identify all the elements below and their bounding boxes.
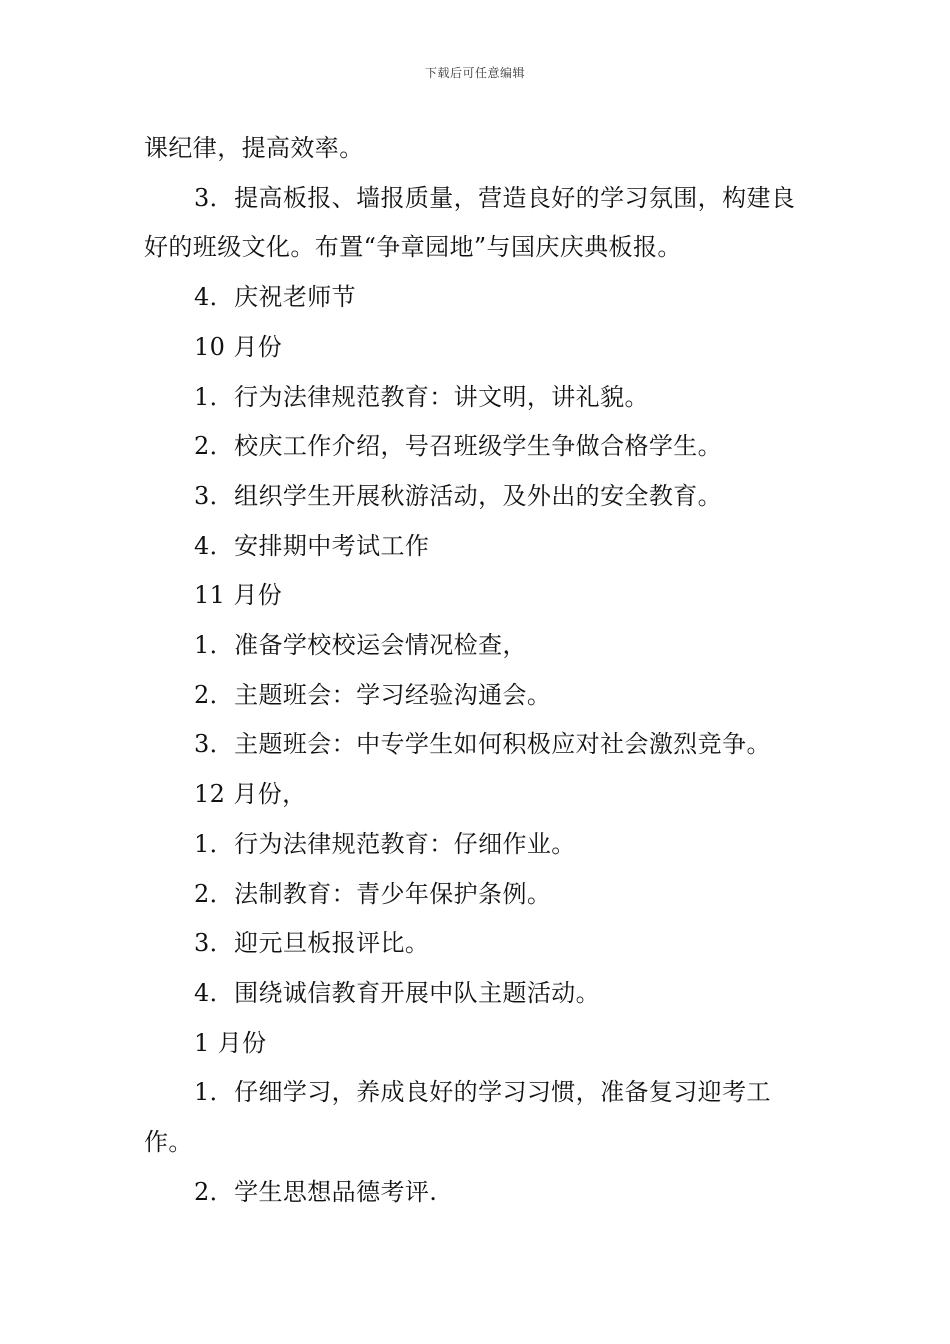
paragraph: 2．校庆工作介绍，号召班级学生争做合格学生。: [194, 432, 723, 461]
paragraph: 3．组织学生开展秋游活动，及外出的安全教育。: [194, 481, 723, 510]
paragraph: 3．主题班会：中专学生如何积极应对社会激烈竞争。: [194, 730, 771, 759]
paragraph: 1．行为法律规范教育：仔细作业。: [194, 829, 576, 858]
paragraph: 1．准备学校校运会情况检查，: [194, 631, 527, 660]
page-header: 下载后可任意编辑: [424, 66, 525, 80]
paragraph: 3．迎元旦板报评比。: [194, 929, 430, 958]
paragraph: 4．安排期中考试工作: [194, 531, 430, 560]
paragraph: 2．主题班会：学习经验沟通会。: [194, 680, 552, 709]
month-heading: 12 月份，: [194, 780, 307, 809]
paragraph: 课纪律，提高效率。: [144, 134, 364, 162]
paragraph: 3．提高板报、墙报质量，营造良好的学习氛围，构建良好的班级文化。布置“争章园地”与国庆庆典板报。: [144, 183, 796, 262]
document-body: [144, 124, 810, 1217]
paragraph: 1．行为法律规范教育：讲文明，讲礼貌。: [194, 382, 649, 411]
paragraph: 2．法制教育：青少年保护条例。: [194, 879, 552, 908]
month-heading: 10 月份: [194, 332, 283, 361]
paragraph: 4．围绕诚信教育开展中队主题活动。: [194, 978, 601, 1007]
paragraph: 2．学生思想品德考评.: [194, 1177, 438, 1206]
paragraph: 1．仔细学习，养成良好的学习习惯，准备复习迎考工作。: [144, 1078, 771, 1157]
paragraph: 4．庆祝老师节: [194, 283, 357, 312]
month-heading: 11 月份: [194, 581, 283, 610]
month-heading: 1 月份: [194, 1028, 267, 1057]
